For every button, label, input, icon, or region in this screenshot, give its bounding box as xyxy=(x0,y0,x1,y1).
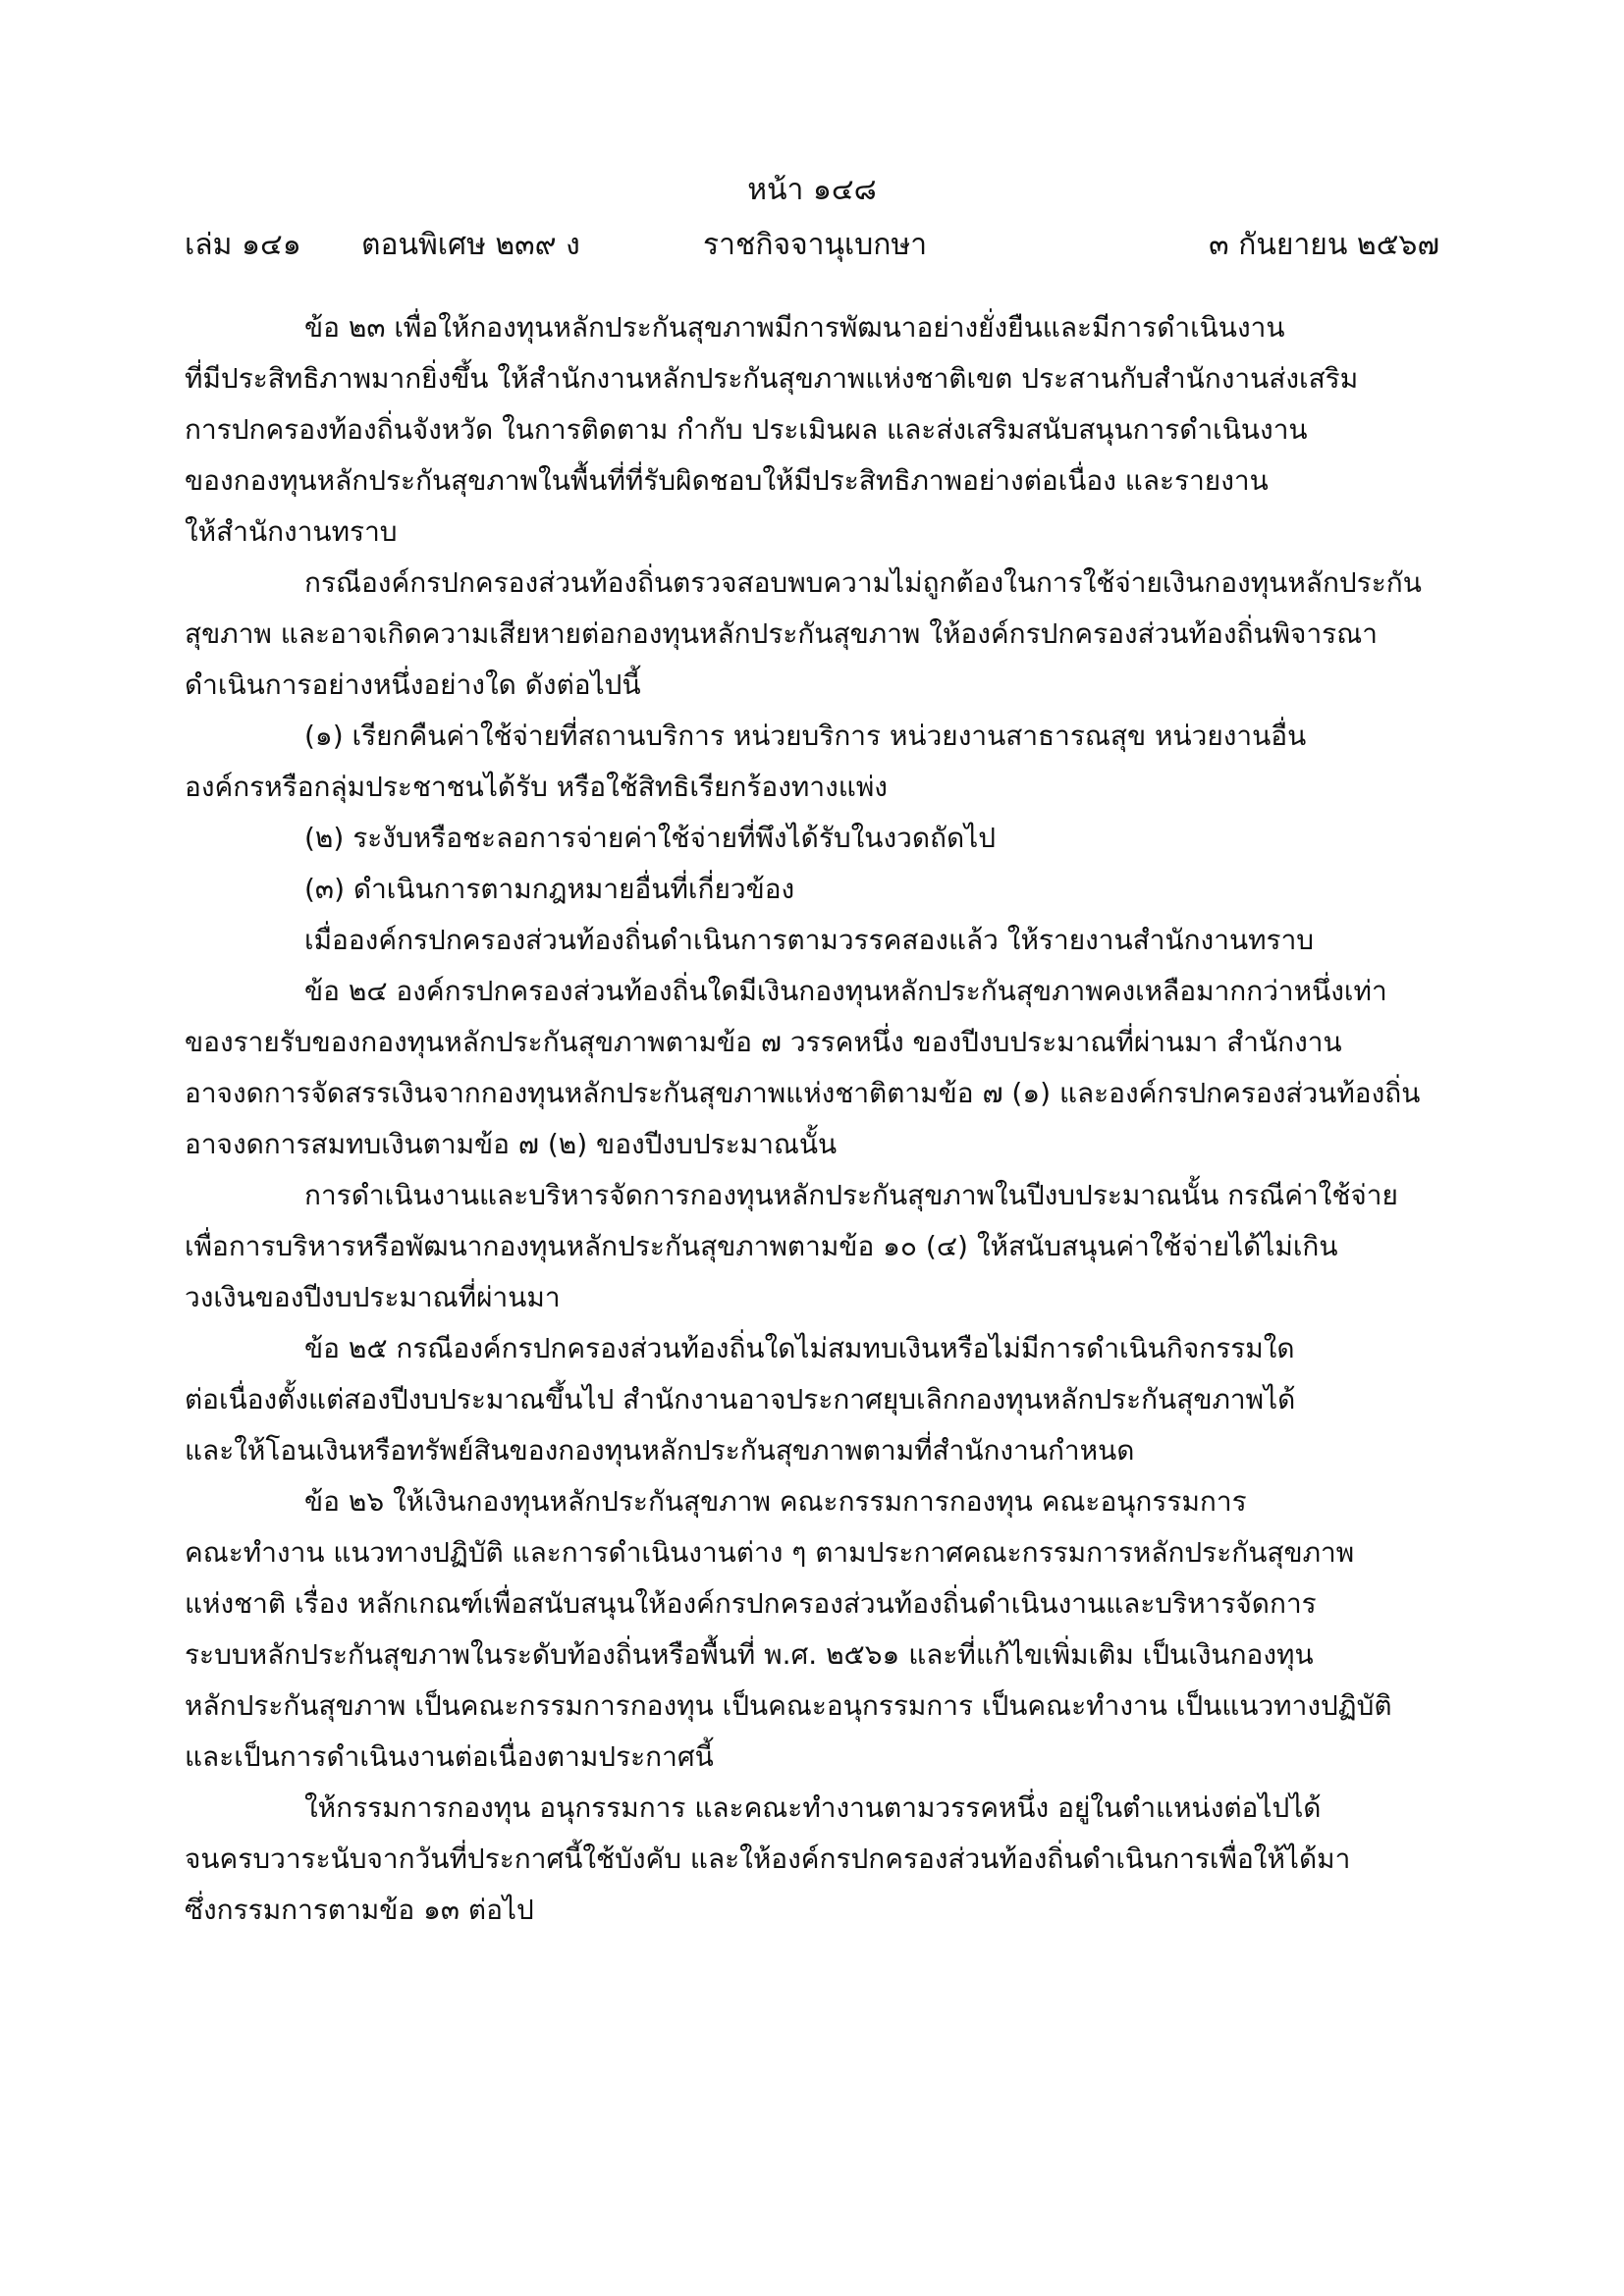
text-line: คณะทำงาน แนวทางปฏิบัติ และการดำเนินงานต่าง ๆ ตามประกาศคณะกรรมการหลักประกันสุขภาพ xyxy=(185,1536,1355,1569)
clause-23-second-paragraph xyxy=(185,558,1441,711)
text-line: กรณีองค์กรปกครองส่วนท้องถิ่นตรวจสอบพบความไม่ถูกต้องในการใช้จ่ายเงินกองทุนหลักประกัน xyxy=(304,566,1422,599)
clause-24-paragraph xyxy=(185,966,1441,1170)
text-line: ของกองทุนหลักประกันสุขภาพในพื้นที่ที่รับผิดชอบให้มีประสิทธิภาพอย่างต่อเนื่อง และรายงาน xyxy=(185,464,1269,497)
text-line: การปกครองท้องถิ่นจังหวัด ในการติดตาม กำกับ ประเมินผล และส่งเสริมสนับสนุนการดำเนินงาน xyxy=(185,413,1308,446)
text-line: และให้โอนเงินหรือทรัพย์สินของกองทุนหลักประกันสุขภาพตามที่สำนักงานกำหนด xyxy=(185,1434,1135,1467)
text-line: ของรายรับของกองทุนหลักประกันสุขภาพตามข้อ ๗ วรรคหนึ่ง ของปีงบประมาณที่ผ่านมา สำนักงาน xyxy=(185,1026,1342,1058)
text-line: ข้อ ๒๖ ให้เงินกองทุนหลักประกันสุขภาพ คณะกรรมการกองทุน คณะอนุกรรมการ xyxy=(304,1485,1247,1518)
page-number: หน้า ๑๔๘ xyxy=(747,173,877,207)
text-line: ระบบหลักประกันสุขภาพในระดับท้องถิ่นหรือพื้นที่ พ.ศ. ๒๕๖๑ และที่แก้ไขเพิ่มเติม เป็นเงินกองทุน xyxy=(185,1638,1314,1671)
list-item-1 xyxy=(185,711,1441,813)
list-item-2 xyxy=(185,813,1441,864)
text-line: องค์กรหรือกลุ่มประชาชนได้รับ หรือใช้สิทธิเรียกร้องทางแพ่ง xyxy=(185,771,888,803)
text-line: ที่มีประสิทธิภาพมากยิ่งขึ้น ให้สำนักงานหลักประกันสุขภาพแห่งชาติเขต ประสานกับสำนักงานส่งเสริม xyxy=(185,362,1359,395)
publication-date: ๓ กันยายน ๒๕๖๗ xyxy=(1209,228,1439,262)
text-line: ข้อ ๒๕ กรณีองค์กรปกครองส่วนท้องถิ่นใดไม่สมทบเงินหรือไม่มีการดำเนินกิจกรรมใด xyxy=(304,1332,1295,1364)
text-line: ข้อ ๒๔ องค์กรปกครองส่วนท้องถิ่นใดมีเงินกองทุนหลักประกันสุขภาพคงเหลือมากกว่าหนึ่งเท่า xyxy=(304,975,1387,1007)
clause-23-paragraph xyxy=(185,302,1441,558)
clause-23-third-paragraph xyxy=(185,915,1441,966)
clause-26-paragraph xyxy=(185,1476,1441,1783)
list-item-3 xyxy=(185,864,1441,915)
text-line: ข้อ ๒๓ เพื่อให้กองทุนหลักประกันสุขภาพมีการพัฒนาอย่างยั่งยืนและมีการดำเนินงาน xyxy=(304,311,1285,344)
section-number: ตอนพิเศษ ๒๓๙ ง xyxy=(361,228,580,262)
volume-number: เล่ม ๑๔๑ xyxy=(185,228,301,262)
text-line: และเป็นการดำเนินงานต่อเนื่องตามประกาศนี้ xyxy=(185,1740,714,1773)
text-line: หลักประกันสุขภาพ เป็นคณะกรรมการกองทุน เป็นคณะอนุกรรมการ เป็นคณะทำงาน เป็นแนวทางปฏิบัติ xyxy=(185,1689,1392,1722)
text-line: ต่อเนื่องตั้งแต่สองปีงบประมาณขึ้นไป สำนักงานอาจประกาศยุบเลิกกองทุนหลักประกันสุขภาพได้ xyxy=(185,1383,1296,1415)
text-line: ให้สำนักงานทราบ xyxy=(185,515,398,548)
text-line: การดำเนินงานและบริหารจัดการกองทุนหลักประกันสุขภาพในปีงบประมาณนั้น กรณีค่าใช้จ่าย xyxy=(304,1179,1398,1211)
text-line: สุขภาพ และอาจเกิดความเสียหายต่อกองทุนหลักประกันสุขภาพ ให้องค์กรปกครองส่วนท้องถิ่นพิจารณา xyxy=(185,617,1378,650)
document-body xyxy=(185,302,1441,1936)
text-line: (๓) ดำเนินการตามกฎหมายอื่นที่เกี่ยวข้อง xyxy=(304,873,795,905)
text-line: เมื่อองค์กรปกครองส่วนท้องถิ่นดำเนินการตามวรรคสองแล้ว ให้รายงานสำนักงานทราบ xyxy=(304,924,1315,956)
text-line: (๒) ระงับหรือชะลอการจ่ายค่าใช้จ่ายที่พึงได้รับในงวดถัดไป xyxy=(304,822,997,854)
text-line: (๑) เรียกคืนค่าใช้จ่ายที่สถานบริการ หน่วยบริการ หน่วยงานสาธารณสุข หน่วยงานอื่น xyxy=(304,720,1307,752)
clause-26-second-paragraph xyxy=(185,1783,1441,1936)
text-line: อาจงดการจัดสรรเงินจากกองทุนหลักประกันสุขภาพแห่งชาติตามข้อ ๗ (๑) และองค์กรปกครองส่วนท้องถิ่น xyxy=(185,1077,1421,1109)
text-line: จนครบวาระนับจากวันที่ประกาศนี้ใช้บังคับ และให้องค์กรปกครองส่วนท้องถิ่นดำเนินการเพื่อให้ได้มา xyxy=(185,1842,1351,1875)
gazette-title: ราชกิจจานุเบกษา xyxy=(703,228,928,262)
text-line: ดำเนินการอย่างหนึ่งอย่างใด ดังต่อไปนี้ xyxy=(185,668,641,701)
text-line: อาจงดการสมทบเงินตามข้อ ๗ (๒) ของปีงบประมาณนั้น xyxy=(185,1128,838,1160)
text-line: วงเงินของปีงบประมาณที่ผ่านมา xyxy=(185,1281,561,1313)
clause-25-paragraph xyxy=(185,1323,1441,1476)
text-line: ให้กรรมการกองทุน อนุกรรมการ และคณะทำงานตามวรรคหนึ่ง อยู่ในตำแหน่งต่อไปได้ xyxy=(304,1791,1322,1824)
text-line: เพื่อการบริหารหรือพัฒนากองทุนหลักประกันสุขภาพตามข้อ ๑๐ (๔) ให้สนับสนุนค่าใช้จ่ายได้ไม่เกิน xyxy=(185,1230,1338,1262)
clause-24-second-paragraph xyxy=(185,1170,1441,1323)
gazette-header xyxy=(0,222,1624,261)
text-line: ซึ่งกรรมการตามข้อ ๑๓ ต่อไป xyxy=(185,1894,534,1926)
text-line: แห่งชาติ เรื่อง หลักเกณฑ์เพื่อสนับสนุนให้องค์กรปกครองส่วนท้องถิ่นดำเนินงานและบริหารจัดการ xyxy=(185,1587,1317,1620)
